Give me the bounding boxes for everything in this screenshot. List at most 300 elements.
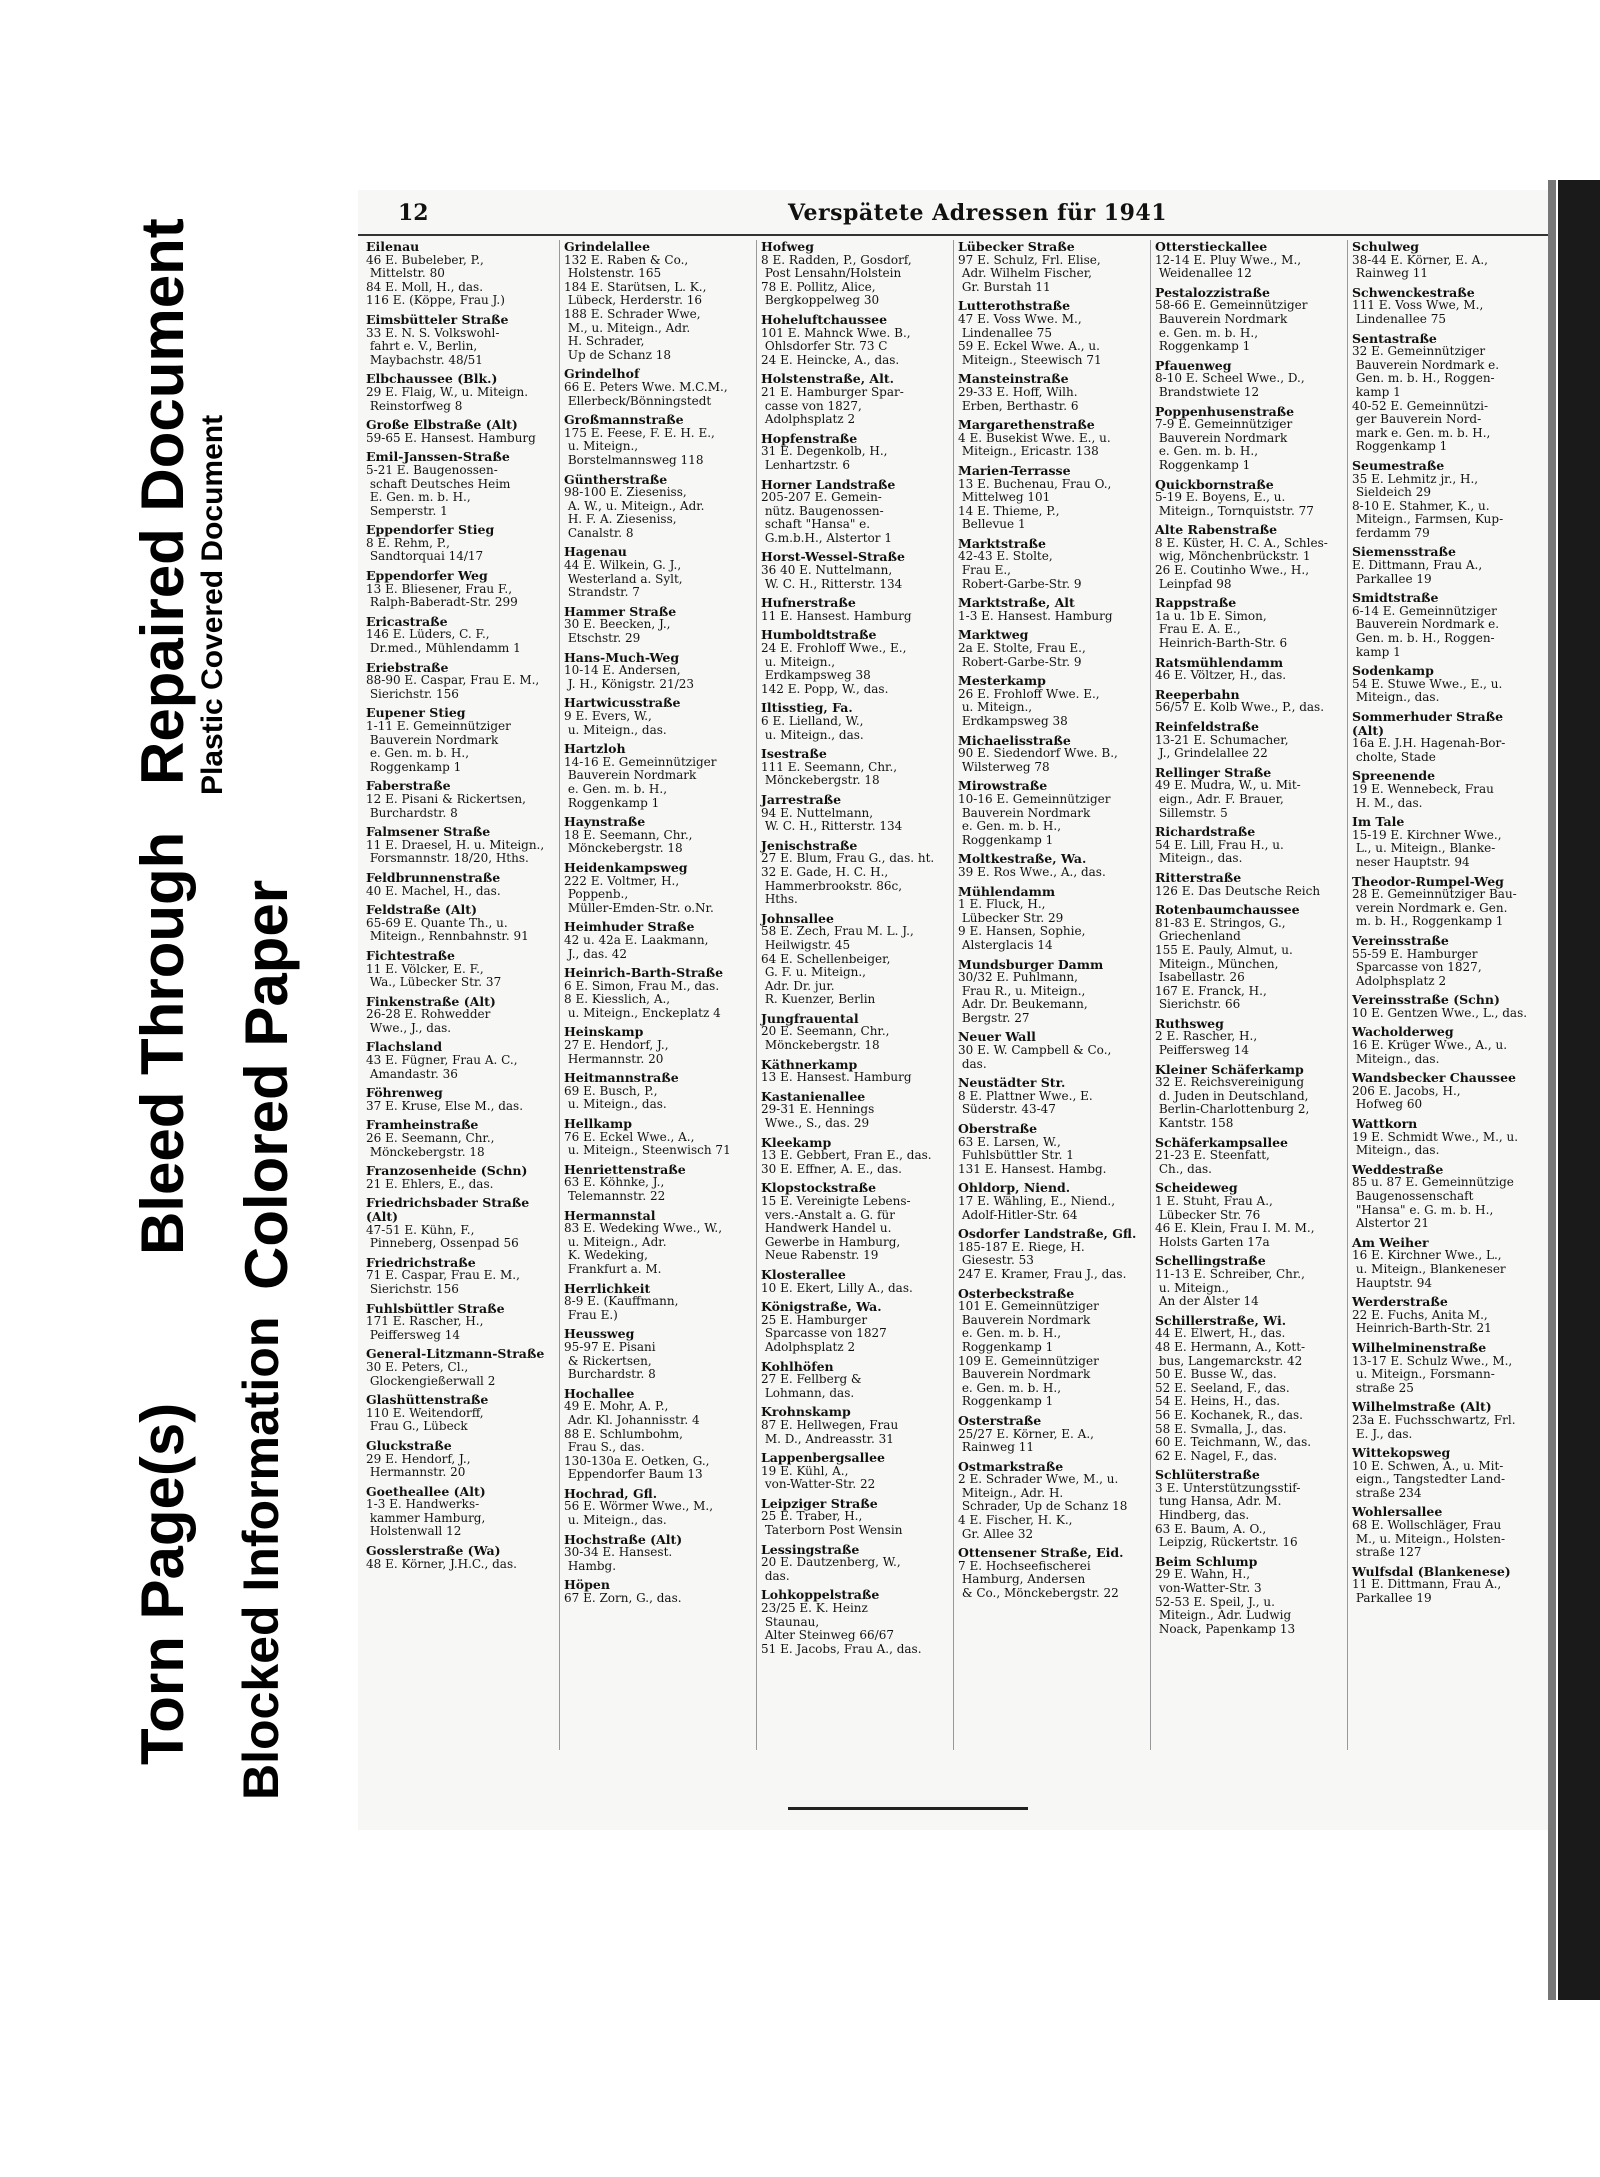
street-entry [958, 779, 1140, 847]
street-entry [366, 661, 548, 702]
owner-details: 49 E. Mohr, A. P., Adr. Kl. Johannisstr. 4 88 E. Schlumbohm, Frau S., das. 130-130a E. Oetken, G., Eppendorfer Baum 13 [564, 1399, 710, 1482]
street-name: Wulfsdal (Blankenese) [1352, 1563, 1511, 1579]
street-entry [1352, 1025, 1534, 1066]
owner-details: 32 E. Reichsvereinigung d. Juden in Deutschland, Berlin-Charlottenburg 2, Kantstr. 158 [1155, 1075, 1310, 1131]
street-entry [958, 674, 1140, 728]
street-name: Lappenbergsallee [761, 1450, 885, 1466]
street-name: Rellinger Straße [1155, 764, 1272, 780]
street-entry [1155, 688, 1337, 715]
street-entry [958, 418, 1140, 459]
owner-details: E. Dittmann, Frau A., Parkallee 19 [1352, 558, 1483, 586]
street-name: Richardstraße [1155, 824, 1256, 840]
owner-details: 185-187 E. Riege, H. Giesestr. 53 247 E. Kramer, Frau J., das. [958, 1239, 1127, 1281]
street-entry [564, 413, 746, 467]
owner-details: 49 E. Mudra, W., u. Mit- eign., Adr. F. Brauer, Sillemstr. 5 [1155, 778, 1301, 820]
owner-details: 16 E. Krüger Wwe., A., u. Miteign., das. [1352, 1038, 1508, 1066]
street-entry [564, 1387, 746, 1482]
owner-details: 16a E. J.H. Hagenah-Bor- cholte, Stade [1352, 736, 1506, 764]
street-entry [366, 372, 548, 413]
street-name: Johnsallee [761, 910, 834, 926]
street-entry [366, 1040, 548, 1081]
owner-details: 42-43 E. Stolte, Frau E., Robert-Garbe-Str. 9 [958, 549, 1082, 591]
owner-details: 26 E. Seemann, Chr., Mönckebergstr. 18 [366, 1131, 495, 1159]
owner-details: 25/27 E. Körner, E. A., Rainweg 11 [958, 1426, 1094, 1455]
book-spine [1558, 180, 1600, 2000]
owner-details: 26 E. Frohloff Wwe. E., u. Miteign., Erdkampsweg 38 [958, 686, 1100, 728]
page-title: Verspätete Adressen für 1941 [788, 200, 1168, 226]
street-name: Spreenende [1352, 768, 1436, 784]
owner-details: 29 E. Wahn, H., von-Watter-Str. 3 52-53 E. Speil, J., u. Miteign., Adr. Ludwig Noack, Papenkamp 13 [1155, 1567, 1296, 1636]
owner-details: 81-83 E. Stringos, G., Griechenland 155 E. Pauly, Almut, u. Miteign., München, Isabellastr. 26 167 E. Franck, H., Sierichstr. 66 [1155, 915, 1293, 1012]
street-name: Smidtstraße [1352, 590, 1439, 606]
street-entry [1155, 478, 1337, 519]
address-columns [362, 240, 1542, 1750]
bleed-through-label: Bleed Through [129, 831, 196, 1255]
street-entry [761, 1268, 943, 1295]
owner-details: 8 E. Küster, H. C. A., Schles- wig, Mönchenbrückstr. 1 26 E. Coutinho Wwe., H., Leinpfad 98 [1155, 535, 1328, 591]
owner-details: 8 E. Radden, P., Gosdorf, Post Lensahn/Holstein 78 E. Pollitz, Alice, Bergkoppelweg 30 [761, 252, 912, 308]
owner-details: 39 E. Ros Wwe., A., das. [958, 864, 1106, 879]
owner-details: 11 E. Hansest. Hamburg [761, 608, 912, 623]
street-entry [1155, 871, 1337, 898]
street-entry [761, 240, 943, 308]
street-name: Eimsbütteler Straße [366, 311, 509, 327]
street-entry [761, 747, 943, 788]
street-name: Elbchaussee (Blk.) [366, 371, 498, 387]
owner-details: 1 E. Stuht, Frau A., Lübecker Str. 76 46 E. Klein, Frau I. M. M., Holsts Garten 17a [1155, 1194, 1315, 1249]
street-entry [761, 1136, 943, 1177]
owner-details: 21-23 E. Steenfatt, Ch., das. [1155, 1148, 1270, 1176]
street-entry [761, 1543, 943, 1584]
street-entry [564, 240, 746, 362]
street-name: Haynstraße [564, 814, 646, 830]
owner-details: 22 E. Fuchs, Anita M., Heinrich-Barth-Str. 21 [1352, 1307, 1492, 1336]
column-5 [1150, 240, 1339, 1750]
owner-details: 71 E. Caspar, Frau E. M., Sierichstr. 156 [366, 1268, 520, 1296]
street-name: Friedrichsbader Straße (Alt) [366, 1195, 530, 1224]
page-header [358, 190, 1548, 236]
street-entry [1155, 240, 1337, 281]
owner-details: 12 E. Pisani & Rickertsen, Burchardstr. 8 [366, 791, 526, 820]
street-entry [366, 1164, 548, 1191]
street-entry [366, 1256, 548, 1297]
street-name: Hartwicusstraße [564, 695, 681, 711]
street-entry [761, 313, 943, 367]
owner-details: 47-51 E. Kühn, F., Pinneberg, Ossenpad 56 [366, 1222, 519, 1251]
street-name: Scheideweg [1155, 1180, 1238, 1196]
street-entry [1155, 1181, 1337, 1249]
owner-details: 30 E. Peters, Cl., Glockengießerwall 2 [366, 1359, 496, 1388]
owner-details: 101 E. Mahnck Wwe. B., Ohlsdorfer Str. 73 C 24 E. Heincke, A., das. [761, 325, 911, 367]
street-name: Wandsbecker Chaussee [1352, 1070, 1516, 1086]
street-name: Eriebstraße [366, 659, 449, 675]
street-name: Große Elbstraße (Alt) [366, 417, 518, 433]
street-entry [366, 995, 548, 1036]
owner-details: 12-14 E. Pluy Wwe., M., Weidenallee 12 [1155, 252, 1302, 281]
owner-details: 21 E. Ehlers, E., das. [366, 1176, 494, 1191]
street-entry [761, 1012, 943, 1053]
street-entry [1155, 596, 1337, 650]
street-name: Beim Schlump [1155, 1553, 1258, 1569]
street-entry [366, 706, 548, 774]
street-name: Hofweg [761, 240, 814, 254]
street-name: Ruthsweg [1155, 1015, 1224, 1031]
street-name: Hans-Much-Weg [564, 649, 680, 665]
street-name: Heidenkampsweg [564, 859, 688, 875]
street-entry [1352, 1446, 1534, 1500]
street-name: Feldbrunnenstraße [366, 869, 501, 885]
street-entry [761, 1181, 943, 1263]
owner-details: 83 E. Wedeking Wwe., W., u. Miteign., Adr. K. Wedeking, Frankfurt a. M. [564, 1221, 723, 1276]
street-entry [1352, 1117, 1534, 1158]
owner-details: 23a E. Fuchsschwartz, Frl. E. J., das. [1352, 1412, 1516, 1441]
owner-details: 13-17 E. Schulz Wwe., M., u. Miteign., Forsmann- straße 25 [1352, 1353, 1513, 1395]
street-name: Horner Landstraße [761, 476, 896, 492]
street-name: Heussweg [564, 1326, 635, 1342]
street-entry [761, 1058, 943, 1085]
street-entry [564, 473, 746, 541]
street-name: Otterstieckallee [1155, 240, 1268, 254]
owner-details: 8 E. Plattner Wwe., E. Süderstr. 43-47 [958, 1088, 1093, 1117]
owner-details: 31 E. Degenkolb, H., Lenhartzstr. 6 [761, 444, 888, 472]
owner-details: 5-21 E. Baugenossen- schaft Deutsches Heim E. Gen. m. b. H., Semperstr. 1 [366, 462, 511, 518]
street-name: Sentastraße [1352, 330, 1437, 346]
owner-details: 6 E. Simon, Frau M., das. 8 E. Kiesslich, A., u. Miteign., Enckeplatz 4 [564, 978, 721, 1020]
street-entry [564, 742, 746, 810]
owner-details: 13 E. Hansest. Hamburg [761, 1070, 912, 1085]
owner-details: 95-97 E. Pisani & Rickertsen, Burchardstr. 8 [564, 1339, 656, 1382]
street-entry [564, 605, 746, 646]
street-name: Ottensener Straße, Eid. [958, 1545, 1124, 1561]
street-entry [958, 1181, 1140, 1222]
page-number: 12 [398, 200, 429, 226]
street-name: Lutterothstraße [958, 298, 1071, 314]
street-entry [366, 1086, 548, 1113]
owner-details: 3 E. Unterstützungsstif- tung Hansa, Adr. M. Hindberg, das. 63 E. Baum, A. O., Leipzig, Rückertstr. 16 [1155, 1480, 1301, 1550]
street-entry [1155, 1017, 1337, 1058]
street-name: Ericastraße [366, 613, 448, 629]
street-entry [1352, 1505, 1534, 1559]
owner-details: 11 E. Dittmann, Frau A., Parkallee 19 [1352, 1577, 1502, 1606]
street-name: Ritterstraße [1155, 869, 1242, 885]
street-name: Sommerhuder Straße (Alt) [1352, 709, 1504, 738]
street-name: Horst-Wessel-Straße [761, 549, 905, 565]
street-entry [564, 1487, 746, 1528]
street-name: Heitmannstraße [564, 1070, 679, 1086]
column-6 [1347, 240, 1536, 1750]
owner-details: 29 E. Hendorf, J., Hermannstr. 20 [366, 1451, 471, 1480]
owner-details: 97 E. Schulz, Frl. Elise, Adr. Wilhelm Fischer, Gr. Burstah 11 [958, 252, 1101, 294]
plastic-covered-document-label: Plastic Covered Document [196, 414, 229, 795]
owner-details: 44 E. Wilkein, G. J., Westerland a. Sylt, Strandstr. 7 [564, 558, 683, 600]
street-entry [761, 1360, 943, 1401]
street-entry [366, 1544, 548, 1571]
street-name: Theodor-Rumpel-Weg [1352, 873, 1504, 889]
street-entry [564, 815, 746, 856]
street-name: Mirowstraße [958, 778, 1048, 794]
street-name: Jenischstraße [761, 837, 858, 853]
owner-details: 58 E. Zech, Frau M. L. J., Heilwigstr. 45 64 E. Schellenbeiger, G. F. u. Miteign., Adr. Dr. jur. R. Kuenzer, Berlin [761, 924, 914, 1007]
street-name: Flachsland [366, 1039, 443, 1055]
street-entry [366, 1347, 548, 1388]
street-entry [761, 701, 943, 742]
street-entry [761, 1497, 943, 1538]
owner-details: 30-34 E. Hansest. Hambg. [564, 1545, 673, 1573]
street-name: Faberstraße [366, 778, 451, 794]
street-entry [1155, 1136, 1337, 1177]
street-name: Holstenstraße, Alt. [761, 371, 894, 387]
street-entry [761, 596, 943, 623]
street-entry [1155, 1314, 1337, 1464]
street-name: Iltisstieg, Fa. [761, 700, 853, 716]
street-entry [958, 1076, 1140, 1117]
street-entry [761, 372, 943, 426]
street-entry [1352, 815, 1534, 869]
owner-details: 111 E. Seemann, Chr., Mönckebergstr. 18 [761, 759, 898, 788]
street-name: Margarethenstraße [958, 417, 1095, 433]
street-entry [1352, 1163, 1534, 1231]
street-entry [564, 696, 746, 737]
owner-details: 43 E. Fügner, Frau A. C., Amandastr. 36 [366, 1053, 518, 1081]
street-entry [366, 240, 548, 308]
owner-details: 222 E. Voltmer, H., Poppenb., Müller-Emden-Str. o.Nr. [564, 873, 714, 915]
street-entry [1155, 766, 1337, 820]
owner-details: 28 E. Gemeinnütziger Bau- verein Nordmark e. Gen. m. b. H., Roggenkamp 1 [1352, 887, 1517, 929]
street-name: Hochstraße (Alt) [564, 1531, 683, 1547]
owner-details: 7-9 E. Gemeinnütziger Bauverein Nordmark e. Gen. m. b. H., Roggenkamp 1 [1155, 417, 1293, 472]
street-name: Käthnerkamp [761, 1056, 858, 1072]
owner-details: 63 E. Köhnke, J., Telemannstr. 22 [564, 1175, 666, 1203]
street-name: Föhrenweg [366, 1085, 443, 1101]
street-entry [1352, 591, 1534, 659]
street-entry [958, 240, 1140, 294]
street-entry [1155, 286, 1337, 354]
torn-pages-label: Torn Page(s) [129, 1402, 196, 1765]
street-entry [1352, 1236, 1534, 1290]
street-name: Framheinstraße [366, 1117, 479, 1133]
street-entry [1352, 875, 1534, 929]
owner-details: 47 E. Voss Wwe. M., Lindenallee 75 59 E. Eckel Wwe. A., u. Miteign., Steewisch 71 [958, 311, 1102, 367]
street-entry [564, 920, 746, 961]
street-name: Fuhlsbüttler Straße [366, 1300, 505, 1316]
owner-details: 171 E. Rascher, H., Peiffersweg 14 [366, 1314, 484, 1342]
street-entry [761, 1300, 943, 1354]
street-entry [1352, 1341, 1534, 1395]
street-entry [564, 1327, 746, 1381]
owner-details: 94 E. Nuttelmann, W. C. H., Ritterstr. 134 [761, 805, 903, 834]
owner-details: 132 E. Raben & Co., Holstenstr. 165 184 E. Starütsen, L. K., Lübeck, Herderstr. 16 188 E. Schrader Wwe, M., u. Miteign., Adr. H. Schrader, Up de Schanz 18 [564, 252, 707, 362]
owner-details: 27 E. Hendorf, J., Hermannstr. 20 [564, 1038, 669, 1066]
owner-details: 20 E. Seemann, Chr., Mönckebergstr. 18 [761, 1024, 890, 1053]
street-name: Herrlichkeit [564, 1280, 651, 1296]
owner-details: 9 E. Evers, W., u. Miteign., das. [564, 709, 667, 737]
owner-details: 29 E. Flaig, W., u. Miteign. Reinstorfweg 8 [366, 384, 529, 413]
owner-details: 44 E. Elwert, H., das. 48 E. Hermann, A., Kott- bus, Langemarckstr. 42 50 E. Busse W., das. 52 E. Seeland, F., das. 54 E. Heins, H., das. 56 E. Kochanek, R., das. 58 E. Svmalla, J., das. 60 E. Teichmann, W., das. 62 E. Nagel, F., das. [1155, 1326, 1312, 1463]
street-entry [366, 1118, 548, 1159]
owner-details: 4 E. Busekist Wwe. E., u. Miteign., Ericastr. 138 [958, 430, 1111, 459]
owner-details: 11 E. Völcker, E. F., Wa., Lübecker Str. 37 [366, 961, 502, 990]
street-name: Osterbeckstraße [958, 1285, 1075, 1301]
owner-details: 29-33 E. Hoff, Wilh. Erben, Berthastr. 6 [958, 384, 1079, 413]
street-name: Feldstraße (Alt) [366, 902, 477, 918]
blocked-information-label: Blocked Information [233, 1316, 289, 1800]
street-name: Königstraße, Wa. [761, 1299, 882, 1315]
street-entry [958, 464, 1140, 532]
owner-details: 8-10 E. Scheel Wwe., D., Brandstwiete 12 [1155, 371, 1305, 399]
street-name: Mesterkamp [958, 673, 1046, 689]
street-name: Emil-Janssen-Straße [366, 449, 510, 465]
street-entry [761, 478, 943, 546]
street-name: Grindelallee [564, 240, 651, 254]
street-entry [761, 793, 943, 834]
street-entry [1155, 720, 1337, 761]
street-entry [958, 1414, 1140, 1455]
street-name: Marktstraße [958, 535, 1046, 551]
street-entry [564, 966, 746, 1020]
street-name: Marien-Terrasse [958, 462, 1071, 478]
street-name: Goetheallee (Alt) [366, 1483, 486, 1499]
owner-details: 19 E. Wennebeck, Frau H. M., das. [1352, 781, 1494, 810]
street-entry [958, 1287, 1140, 1409]
street-name: Eppendorfer Stieg [366, 522, 495, 538]
column-1 [362, 240, 550, 1750]
street-name: Wilhelmstraße (Alt) [1352, 1399, 1492, 1415]
owner-details: 101 E. Gemeinnütziger Bauverein Nordmark e. Gen. m. b. H., Roggenkamp 1 109 E. Gemeinnütziger Bauverein Nordmark e. Gen. m. b. H., Roggenkamp 1 [958, 1299, 1099, 1409]
owner-details: 59-65 E. Hansest. Hamburg [366, 430, 536, 445]
street-name: Werderstraße [1352, 1294, 1448, 1310]
owner-details: 32 E. Gemeinnütziger Bauverein Nordmark e. Gen. m. b. H., Roggen- kamp 1 40-52 E. Gemeinnützi- ger Bauverein Nord- mark e. Gen. m. b. H., Roggenkamp 1 [1352, 344, 1500, 454]
book-spine-shadow [1548, 180, 1556, 2000]
street-name: Glashüttenstraße [366, 1392, 489, 1408]
street-entry [1352, 332, 1534, 454]
street-entry [366, 1196, 548, 1250]
street-name: Neustädter Str. [958, 1075, 1066, 1091]
owner-details: 175 E. Feese, F. E. H. E., u. Miteign., Borstelmannsweg 118 [564, 425, 715, 467]
owner-details: 46 E. Bubeleber, P., Mittelstr. 80 84 E. Moll, H., das. 116 E. (Köppe, Frau J.) [366, 252, 505, 308]
street-name: Am Weiher [1352, 1234, 1429, 1250]
street-name: Krohnskamp [761, 1404, 851, 1420]
owner-details: 10 E. Schwen, A., u. Mit- eign., Tangstedter Land- straße 234 [1352, 1458, 1506, 1500]
owner-details: 98-100 E. Zieseniss, A. W., u. Miteign., Adr. H. F. A. Zieseniss, Canalstr. 8 [564, 485, 705, 540]
street-entry [958, 299, 1140, 367]
owner-details: 30 E. Beecken, J., Etschstr. 29 [564, 617, 671, 646]
street-name: Poppenhusenstraße [1155, 403, 1295, 419]
street-name: Franzosenheide (Schn) [366, 1163, 528, 1179]
street-name: Reinfeldstraße [1155, 719, 1259, 734]
owner-details: 27 E. Blum, Frau G., das. ht. 32 E. Gade, H. C. H., Hammerbrookstr. 86c, Hths. [761, 851, 935, 907]
street-name: Falmsener Straße [366, 824, 491, 840]
street-name: Schäferkampsallee [1155, 1134, 1289, 1150]
owner-details: 25 E. Hamburger Sparcasse von 1827 Adolphsplatz 2 [761, 1312, 887, 1354]
owner-details: 6-14 E. Gemeinnütziger Bauverein Nordmark e. Gen. m. b. H., Roggen- kamp 1 [1352, 603, 1500, 659]
owner-details: 87 E. Hellwegen, Frau M. D., Andreasstr. 31 [761, 1417, 899, 1446]
owner-details: 20 E. Dautzenberg, W., das. [761, 1555, 901, 1583]
owner-details: 55-59 E. Hamburger Sparcasse von 1827, Adolphsplatz 2 [1352, 946, 1482, 988]
owner-details: 15-19 E. Kirchner Wwe., L., u. Miteign., Blanke- neser Hauptstr. 94 [1352, 827, 1502, 869]
street-name: Im Tale [1352, 814, 1405, 830]
street-name: Jarrestraße [761, 791, 842, 807]
street-entry [366, 523, 548, 564]
street-entry [958, 885, 1140, 953]
street-name: Schlüterstraße [1155, 1467, 1260, 1483]
owner-details: 13 E. Buchenau, Frau O., Mittelweg 101 14 E. Thieme, P., Bellevue 1 [958, 476, 1112, 532]
street-name: Wohlersallee [1352, 1504, 1443, 1520]
owner-details: 11 E. Draesel, H. u. Miteign., Forsmannstr. 18/20, Hths. [366, 837, 545, 866]
street-entry [1155, 523, 1337, 591]
street-entry [958, 596, 1140, 623]
street-entry [564, 1533, 746, 1574]
street-entry [958, 1227, 1140, 1281]
street-name: Sodenkamp [1352, 663, 1434, 679]
street-entry [958, 372, 1140, 413]
street-name: Oberstraße [958, 1121, 1038, 1137]
owner-details: 23/25 E. K. Heinz Staunau, Alter Steinweg 66/67 51 E. Jacobs, Frau A., das. [761, 1601, 922, 1656]
street-name: Lohkoppelstraße [761, 1587, 880, 1603]
street-entry [761, 550, 943, 591]
owner-details: 1-3 E. Hansest. Hamburg [958, 608, 1113, 623]
owner-details: 13-21 E. Schumacher, J., Grindelallee 22 [1155, 732, 1289, 761]
owner-details: 65-69 E. Quante Th., u. Miteign., Rennbahnstr. 91 [366, 915, 529, 944]
owner-details: 7 E. Hochseefischerei Hamburg, Andersen & Co., Mönckebergstr. 22 [958, 1558, 1119, 1601]
street-entry [366, 569, 548, 610]
street-name: Rotenbaumchaussee [1155, 902, 1300, 918]
street-name: Kleekamp [761, 1134, 832, 1150]
owner-details: 19 E. Schmidt Wwe., M., u. Miteign., das. [1352, 1129, 1519, 1158]
street-name: Finkenstraße (Alt) [366, 993, 496, 1009]
owner-details: 76 E. Eckel Wwe., A., u. Miteign., Steenwisch 71 [564, 1129, 731, 1158]
street-entry [564, 651, 746, 692]
owner-details: 1-11 E. Gemeinnütziger Bauverein Nordmark e. Gen. m. b. H., Roggenkamp 1 [366, 719, 511, 774]
street-name: Fichtestraße [366, 947, 455, 963]
street-name: Friedrichstraße [366, 1254, 476, 1270]
owner-details: 26-28 E. Rohwedder Wwe., J., das. [366, 1007, 491, 1035]
owner-details: 88-90 E. Caspar, Frau E. M., Sierichstr. 156 [366, 673, 540, 701]
street-name: General-Litzmann-Straße [366, 1346, 545, 1362]
street-name: Ratsmühlendamm [1155, 654, 1284, 670]
street-name: Seumestraße [1352, 457, 1445, 473]
owner-details: 56/57 E. Kolb Wwe., P., das. [1155, 700, 1325, 715]
street-name: Mansteinstraße [958, 371, 1069, 387]
document-condition-sidebar [0, 0, 340, 2177]
street-name: Wittekopsweg [1352, 1445, 1451, 1461]
street-entry [564, 861, 746, 915]
owner-details: 2a E. Stolte, Frau E., Robert-Garbe-Str. 9 [958, 641, 1086, 669]
street-name: Hochrad, Gfl. [564, 1485, 658, 1501]
owner-details: 66 E. Peters Wwe. M.C.M., Ellerbeck/Bönningstedt [564, 379, 728, 408]
street-name: Hochallee [564, 1385, 635, 1401]
street-entry [1352, 240, 1534, 281]
street-entry [958, 852, 1140, 879]
street-entry [1352, 286, 1534, 327]
street-name: Kleiner Schäferkamp [1155, 1061, 1304, 1077]
column-3 [756, 240, 945, 1750]
owner-details: 110 E. Weitendorff, Frau G., Lübeck [366, 1405, 484, 1434]
column-2 [559, 240, 748, 1750]
street-name: Lübecker Straße [958, 240, 1075, 254]
street-name: Leipziger Straße [761, 1495, 878, 1511]
owner-details: 6 E. Lielland, W., u. Miteign., das. [761, 714, 864, 742]
street-entry [761, 1405, 943, 1446]
street-entry [761, 432, 943, 473]
owner-details: 146 E. Lüders, C. F., Dr.med., Mühlendamm 1 [366, 627, 521, 656]
street-entry [958, 1122, 1140, 1176]
street-name: Eilenau [366, 240, 420, 254]
street-entry [761, 1588, 943, 1656]
street-entry [1352, 1295, 1534, 1336]
street-name: Quickbornstraße [1155, 476, 1274, 492]
street-entry [1352, 1071, 1534, 1112]
owner-details: 37 E. Kruse, Else M., das. [366, 1098, 524, 1113]
